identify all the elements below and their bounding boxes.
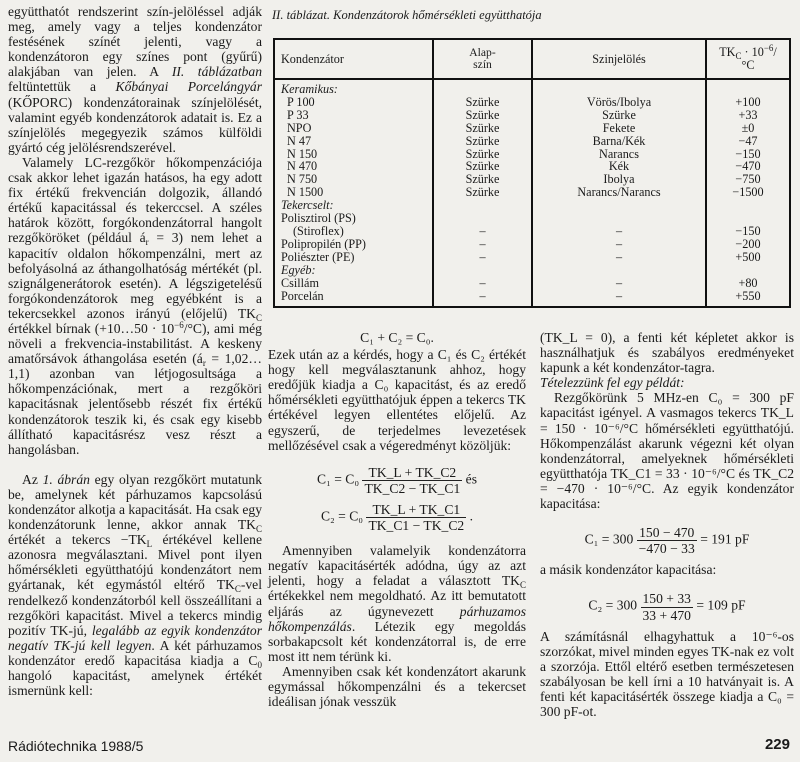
- text: = 3) nem lehet a kapacitív oldalon hőkompenzálni, mert az befolyásolná az áthangolhatóság mértékét (pl. szignálgenerátorok esetén). A légszigetelésű forgókondenzátorok meg egyébként is a tekercsekkel azonos irányú (előjelű) TK: [8, 230, 262, 321]
- paragraph: Amennyiben csak két kondenzátort akarunk egymással hőkompenzálni és a tekercset ideálisan jónak vesszük: [268, 663, 526, 710]
- numerator: 150 + 33: [642, 591, 691, 607]
- text: egy olyan rezgőkört mutatunk be, amelynek két párhuzamos kapcsolású kondenzátor alkotja a kapacitását. Ha csak egy kondenzátorunk lenne, akkor annak TK: [8, 471, 263, 533]
- cell-name: Polisztirol (PS): [274, 212, 433, 225]
- cell-base: Szürke: [433, 160, 532, 173]
- fraction: [362, 465, 462, 496]
- emphasis: párhuzamos hőkompenzálás: [268, 603, 526, 634]
- cell-name: Porcelán: [274, 290, 433, 308]
- paragraph: Rezgőkörünk 5 MHz-en C₀ = 300 pF kapacitást igényel. A vasmagos tekercs TK_L = 150 · 10⁻⁶/°C hőmérsékleti együtthatójú. Hőkompenzálást akarunk végezni két olyan kondenzátorral, amelyeknek hőmérsékleti együtthatója TK_C1 = 33 · 10⁻⁶/°C és TK_C2 = −470 · 10⁻⁶/°C. Az egyik kondenzátor kapacitása:: [540, 390, 794, 512]
- column-right: [540, 330, 794, 719]
- cell-base: –: [433, 290, 532, 308]
- table-row: [274, 160, 790, 173]
- header-tk: [706, 39, 790, 79]
- cell-code: Szürke: [532, 109, 706, 122]
- cell-tk: −47: [706, 135, 790, 148]
- fraction: [637, 525, 697, 556]
- cell-code: Ibolya: [532, 173, 706, 186]
- cell-tk: +550: [706, 290, 790, 308]
- text: · 10: [741, 45, 764, 60]
- cell-name: P 100: [274, 96, 433, 109]
- equation-c1-example: [540, 525, 794, 556]
- cell-base: –: [433, 277, 532, 290]
- cell-code: Narancs/Narancs: [532, 186, 706, 199]
- superscript: −6: [763, 43, 774, 54]
- table-row: [274, 135, 790, 148]
- fraction: [366, 502, 466, 533]
- text: /°C: [741, 45, 777, 72]
- eq-tail: .: [469, 508, 474, 524]
- cell-code: –: [532, 251, 706, 264]
- cell-name: N 1500: [274, 186, 433, 199]
- table-row: [274, 277, 790, 290]
- cell-name: N 47: [274, 135, 433, 148]
- cell-name: Polipropilén (PP): [274, 238, 433, 251]
- column-middle: [268, 330, 526, 709]
- cell-base: –: [433, 238, 532, 251]
- subscript: C: [234, 584, 241, 595]
- header-base-color: [433, 39, 532, 79]
- emphasis: Kőbányai Porcelángyár: [115, 79, 262, 95]
- superscript: −6: [174, 319, 184, 330]
- subscript: 0: [257, 659, 262, 670]
- cell-name: NPO: [274, 122, 433, 135]
- cell-code: Narancs: [532, 148, 706, 161]
- table-row: [274, 173, 790, 186]
- table-row: [274, 290, 790, 308]
- text: (KŐPORC) kondenzátorainak színjelölését, valamint egyéb kondenzátorok adatait is. Ez a színjelölés megegyezik számos külföldi gyártó cég jelölésrendszerével.: [8, 94, 262, 155]
- cell-base: Szürke: [433, 148, 532, 161]
- cell-code: Vörös/Ibolya: [532, 96, 706, 109]
- example-heading: [540, 375, 794, 390]
- group-row: [274, 79, 790, 96]
- table-caption: II. táblázat. Kondenzátorok hőmérsékleti együtthatója: [272, 8, 542, 22]
- subscript: C: [255, 312, 262, 323]
- text: . Létezik egy megoldás sorbakapcsolt két kondenzátorral is, de erre most itt nem térünk ki.: [268, 618, 526, 664]
- table-header-row: [274, 39, 790, 79]
- table-row: [274, 109, 790, 122]
- cell-tk: −1500: [706, 186, 790, 199]
- paragraph: [8, 472, 262, 698]
- equation-c2: [268, 502, 526, 533]
- eq-lhs: C₂ = 300: [588, 598, 638, 614]
- denominator: TK_C1 − TK_C2: [368, 518, 465, 534]
- denominator: 33 + 470: [642, 607, 691, 623]
- text: szín: [473, 58, 492, 71]
- paragraph: a másik kondenzátor kapacitása:: [540, 562, 717, 578]
- text: együtthatót rendszerint szín-jelöléssel adják meg, amely vagy a teljes kondenzátor festésének színét jelenti, vagy a kondenzátoron egy színes pont (gyűrű) alakjában van jelen. A: [8, 4, 262, 80]
- text: . A két párhuzamos kondenzátor eredő kapacitása kiadja a C: [8, 637, 263, 668]
- subscript: C: [735, 51, 742, 62]
- text: -vel rendelkező kondenzátorból kell összeállítani a rezgőköri kapacitást. Mivel a tekercs mindig pozitív TK-jú,: [8, 577, 262, 638]
- table-row: [274, 212, 790, 225]
- table-row: [274, 186, 790, 199]
- fraction: [641, 591, 693, 622]
- cell-name: (Stiroflex): [274, 225, 433, 238]
- cell-name: Poliészter (PE): [274, 251, 433, 264]
- eq-lhs: C₂ = C₀: [320, 508, 364, 524]
- text: Az: [22, 471, 43, 487]
- paragraph: (TK_L = 0), a fenti két képletet akkor is használhatjuk és szabályos eredményeket kapunk a két kondenzátor-tagra.: [540, 330, 794, 376]
- spacer: [8, 457, 262, 472]
- journal-footer: Rádiótechnika 1988/5: [8, 738, 144, 754]
- cell-name: P 33: [274, 109, 433, 122]
- cell-tk: −150: [706, 225, 790, 238]
- emphasis: Tételezzünk fel egy példát:: [540, 375, 685, 391]
- cell-tk: −200: [706, 238, 790, 251]
- header-capacitor: Kondenzátor: [274, 39, 433, 79]
- subscript: L: [146, 539, 153, 550]
- equation-sum: C₁ + C₂ = C₀.: [360, 330, 434, 345]
- eq-lhs: C₁ = 300: [584, 531, 634, 547]
- emphasis: legalább az egyik kondenzátor negatív TK-jú kell legyen: [8, 622, 262, 653]
- cell-base: Szürke: [433, 109, 532, 122]
- cell-name: Csillám: [274, 277, 433, 290]
- text: Alap-: [469, 46, 496, 59]
- cell-base: Szürke: [433, 96, 532, 109]
- group-label: Keramikus:: [274, 79, 433, 96]
- text: /°C), ami még növeli a frekvencia-instabilitást. A keskeny amatőrsávok áthangolása esetén (á: [8, 320, 262, 367]
- header-color-code: Szinjelölés: [532, 39, 706, 79]
- numerator: TK_L + TK_C2: [362, 465, 462, 481]
- paragraph: [268, 543, 526, 664]
- group-label: Tekercselt:: [274, 199, 433, 212]
- cell-tk: +500: [706, 251, 790, 264]
- cell-tk: +100: [706, 96, 790, 109]
- cell-name: N 470: [274, 160, 433, 173]
- group-label: Egyéb:: [274, 264, 433, 277]
- cell-name: N 150: [274, 148, 433, 161]
- eq-rhs: = 191 pF: [700, 531, 750, 547]
- cell-code: Barna/Kék: [532, 135, 706, 148]
- tk-table: [273, 38, 791, 308]
- paragraph: [8, 4, 262, 155]
- table-row: [274, 96, 790, 109]
- cell-code: –: [532, 277, 706, 290]
- paragraph: [8, 155, 262, 457]
- eq-lhs: C₁ = C₀: [317, 471, 360, 487]
- cell-base: –: [433, 251, 532, 264]
- cell-code: Fekete: [532, 122, 706, 135]
- text: = 1,02…1,1) azonban van létjogosultsága a hőkompenzációnak, mert a rezgőköri kapacitásnak jelentősebb részét fix értékű kondenzátorok teszik ki, és csak egy kisebb állítható kapacitásrész vesz részt a hangolásban.: [8, 351, 262, 457]
- text: Amennyiben valamelyik kondenzátorra negatív kapacitásérték adódna, úgy az azt jelenti, hogy a feladat a választott TK: [268, 543, 526, 589]
- eq-tail: és: [465, 471, 477, 487]
- cell-base: Szürke: [433, 173, 532, 186]
- text: értékkel bírnak (+10…50 · 10: [8, 320, 175, 336]
- table-row: [274, 238, 790, 251]
- group-row: [274, 264, 790, 277]
- cell-tk: +33: [706, 109, 790, 122]
- table-row: [274, 225, 790, 238]
- cell-base: Szürke: [433, 122, 532, 135]
- text: Valamely LC-rezgőkör hőkompenzációja csak akkor lehet igazán hatásos, ha egy adott fix értékű frekvencián dolgozik, állandó értékű kapacitással és tekerccsel. A széles határok között, forgókondenzátorral hangolt rezgőköröket (például á: [8, 154, 262, 246]
- cell-tk: −470: [706, 160, 790, 173]
- denominator: −470 − 33: [638, 541, 695, 557]
- subscript: r: [202, 358, 206, 369]
- subscript: r: [145, 237, 149, 248]
- eq-rhs: = 109 pF: [696, 598, 746, 614]
- text: feltüntettük a: [8, 79, 116, 95]
- cell-code: –: [532, 225, 706, 238]
- paragraph: Ezek után az a kérdés, hogy a C₁ és C₂ értékét hogy kell megválasztanunk ahhoz, hogy eredőjük kiadja a C₀ kapacitást, és az eredő hőmérsékleti együtthatójuk éppen a tekercs TK értékével legyen ellentétes előjelű. Az egyszerű, de terjedelmes levezetések mellőzésével csak a végeredményt közöljük:: [268, 347, 526, 453]
- equation-c2-example: [540, 591, 794, 622]
- cell-base: –: [433, 225, 532, 238]
- cell-tk: −150: [706, 148, 790, 161]
- cell-base: Szürke: [433, 135, 532, 148]
- table-row: [274, 122, 790, 135]
- cell-code: –: [532, 290, 706, 308]
- table-row: [274, 148, 790, 161]
- text: értékével kellene azonosra megválasztani. Mivel pont ilyen hőmérsékleti együtthatójú kondenzátort nem gyártanak, két egymástól eltérő TK: [8, 532, 262, 593]
- emphasis: 1. ábrán: [42, 471, 90, 487]
- subscript: C: [519, 580, 526, 591]
- column-left: [8, 4, 262, 698]
- cell-code: –: [532, 238, 706, 251]
- text: hangoló kapacitást, amelynek értékét ismernünk kell:: [8, 668, 262, 699]
- cell-tk: ±0: [706, 122, 790, 135]
- paragraph: A számításnál elhagyhattuk a 10⁻⁶-os szorzókat, mivel minden egyes TK-nak ez volt a szorzója. Ettől eltérő esetben természetesen szabályosan be kell írni a 10 hatványait is. A fenti két kapacitásérték összege kiadja a C₀ = 300 pF-ot.: [540, 628, 794, 720]
- emphasis: II. táblázatban: [171, 64, 262, 80]
- text: TK: [719, 45, 736, 60]
- cell-tk: +80: [706, 277, 790, 290]
- subscript: C: [255, 524, 262, 535]
- cell-base: Szürke: [433, 186, 532, 199]
- numerator: 150 − 470: [637, 525, 697, 541]
- denominator: TK_C2 − TK_C1: [364, 480, 461, 496]
- table-row: [274, 251, 790, 264]
- equation-c1: [268, 465, 526, 496]
- numerator: TK_L + TK_C1: [366, 502, 466, 518]
- cell-code: Kék: [532, 160, 706, 173]
- cell-tk: −750: [706, 173, 790, 186]
- page-number: 229: [764, 736, 790, 753]
- cell-name: N 750: [274, 173, 433, 186]
- text: értékét a tekercs −TK: [8, 532, 147, 548]
- text: értékekkel nem megoldható. Az itt bemutatott eljárás az úgynevezett: [268, 588, 526, 619]
